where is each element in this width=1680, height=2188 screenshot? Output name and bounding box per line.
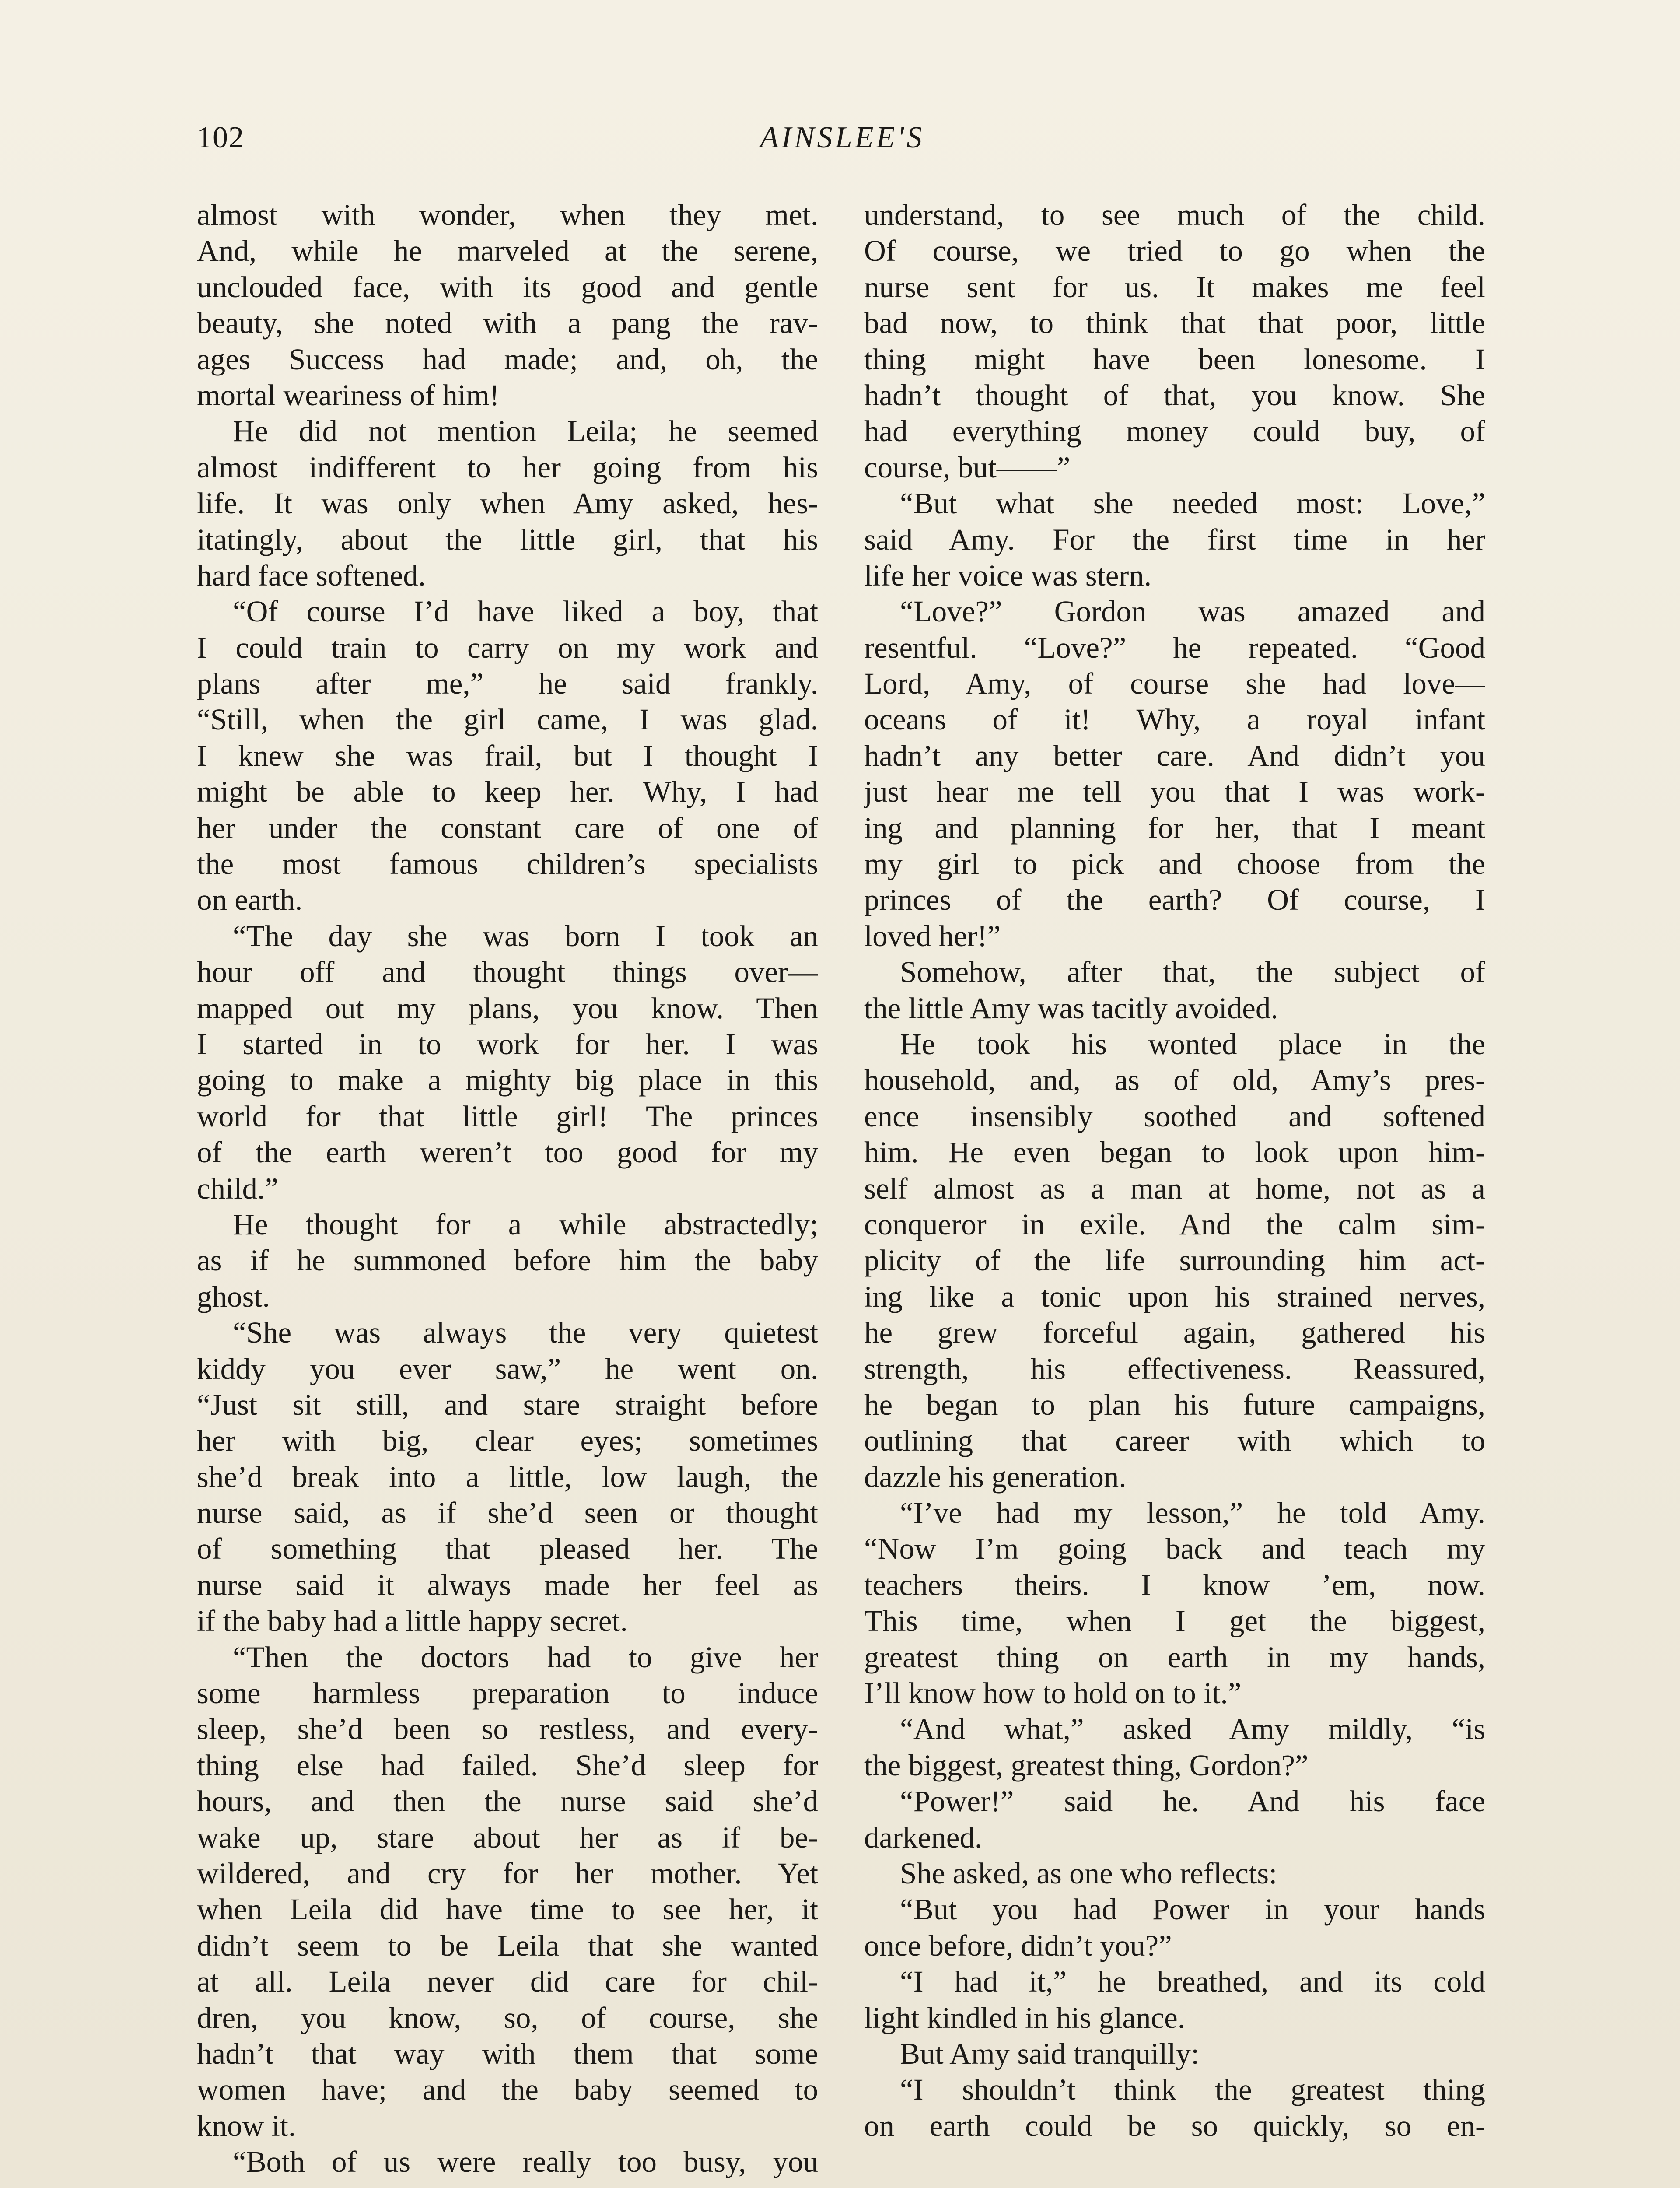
text-line: “The day she was born I took an bbox=[233, 919, 818, 953]
text-line: ghost. bbox=[197, 1280, 270, 1313]
text-line: hour off and thought things over— bbox=[197, 955, 818, 989]
text-line: some harmless preparation to induce bbox=[197, 1676, 818, 1710]
text-line: dazzle his generation. bbox=[864, 1460, 1127, 1494]
text-line: once before, didn’t you?” bbox=[864, 1929, 1172, 1962]
text-line: household, and, as of old, Amy’s pres- bbox=[864, 1063, 1485, 1097]
running-head: AINSLEE'S bbox=[760, 121, 925, 154]
text-line: he began to plan his future campaigns, bbox=[864, 1388, 1485, 1421]
text-line: hard face softened. bbox=[197, 558, 426, 592]
text-line: her with big, clear eyes; sometimes bbox=[197, 1424, 818, 1458]
text-line: wake up, stare about her as if be- bbox=[197, 1820, 818, 1854]
text-line: I started in to work for her. I was bbox=[197, 1027, 818, 1061]
text-line: “She was always the very quietest bbox=[233, 1316, 818, 1350]
page-header bbox=[197, 120, 1488, 168]
text-line: she’d break into a little, low laugh, the bbox=[197, 1460, 818, 1494]
text-line: “But what she needed most: Love,” bbox=[900, 487, 1485, 520]
text-line: “Then the doctors had to give her bbox=[233, 1640, 818, 1674]
text-line: outlining that career with which to bbox=[864, 1424, 1485, 1458]
text-line: “Of course I’d have liked a boy, that bbox=[233, 595, 818, 628]
text-line: And, while he marveled at the serene, bbox=[197, 234, 818, 268]
text-line: conqueror in exile. And the calm sim- bbox=[864, 1207, 1485, 1241]
text-line: “Just sit still, and stare straight before bbox=[197, 1388, 818, 1421]
text-line: sleep, she’d been so restless, and every- bbox=[197, 1712, 818, 1746]
text-line: Somehow, after that, the subject of bbox=[900, 955, 1485, 989]
text-line: “Both of us were really too busy, you bbox=[233, 2145, 818, 2179]
text-line: I knew she was frail, but I thought I bbox=[197, 739, 818, 772]
text-line: had everything money could buy, of bbox=[864, 414, 1485, 448]
text-line: kiddy you ever saw,” he went on. bbox=[197, 1352, 818, 1385]
text-line: the most famous children’s specialists bbox=[197, 847, 818, 881]
page-number: 102 bbox=[197, 121, 244, 154]
text-line: hours, and then the nurse said she’d bbox=[197, 1785, 818, 1818]
text-line: course, but——” bbox=[864, 450, 1071, 484]
text-line: hadn’t any better care. And didn’t you bbox=[864, 739, 1485, 772]
text-line: didn’t seem to be Leila that she wanted bbox=[197, 1929, 818, 1962]
text-line: “Power!” said he. And his face bbox=[900, 1785, 1485, 1818]
text-line: Lord, Amy, of course she had love— bbox=[864, 667, 1485, 701]
text-line: said Amy. For the first time in her bbox=[864, 522, 1485, 556]
text-line: almost indifferent to her going from his bbox=[197, 450, 818, 484]
text-line: mapped out my plans, you know. Then bbox=[197, 991, 818, 1025]
text-line: bad now, to think that that poor, little bbox=[864, 306, 1485, 340]
text-line: She asked, as one who reflects: bbox=[900, 1856, 1278, 1890]
text-line: I could train to carry on my work and bbox=[197, 631, 818, 664]
text-line: oceans of it! Why, a royal infant bbox=[864, 703, 1485, 736]
text-line: my girl to pick and choose from the bbox=[864, 847, 1485, 881]
text-line: itatingly, about the little girl, that his bbox=[197, 522, 818, 556]
text-line: the biggest, greatest thing, Gordon?” bbox=[864, 1748, 1309, 1782]
text-line: “I had it,” he breathed, and its cold bbox=[900, 1965, 1485, 1999]
text-line: I’ll know how to hold on to it.” bbox=[864, 1676, 1242, 1710]
text-line: “I’ve had my lesson,” he told Amy. bbox=[900, 1496, 1485, 1530]
text-line: loved her!” bbox=[864, 919, 1001, 953]
text-line: dren, you know, so, of course, she bbox=[197, 2001, 818, 2034]
text-line: hadn’t that way with them that some bbox=[197, 2037, 818, 2070]
text-line: when Leila did have time to see her, it bbox=[197, 1893, 818, 1926]
text-line: plans after me,” he said frankly. bbox=[197, 667, 818, 701]
text-line: women have; and the baby seemed to bbox=[197, 2073, 818, 2107]
left-column bbox=[197, 197, 818, 2180]
text-line: nurse sent for us. It makes me feel bbox=[864, 270, 1485, 304]
text-line: thing else had failed. She’d sleep for bbox=[197, 1748, 818, 1782]
text-line: on earth could be so quickly, so en- bbox=[864, 2109, 1485, 2142]
text-line: He thought for a while abstractedly; bbox=[233, 1207, 818, 1241]
text-line: the little Amy was tacitly avoided. bbox=[864, 991, 1278, 1025]
text-line: child.” bbox=[197, 1171, 278, 1205]
text-line: at all. Leila never did care for chil- bbox=[197, 1965, 818, 1999]
text-line: nurse said it always made her feel as bbox=[197, 1568, 818, 1602]
text-line: life her voice was stern. bbox=[864, 558, 1152, 592]
text-line: beauty, she noted with a pang the rav- bbox=[197, 306, 818, 340]
text-line: “Now I’m going back and teach my bbox=[864, 1532, 1485, 1566]
text-line: he grew forceful again, gathered his bbox=[864, 1316, 1485, 1350]
text-line: ence insensibly soothed and softened bbox=[864, 1099, 1485, 1133]
text-line: on earth. bbox=[197, 883, 303, 917]
text-line: greatest thing on earth in my hands, bbox=[864, 1640, 1485, 1674]
text-line: He took his wonted place in the bbox=[900, 1027, 1485, 1061]
text-line: But Amy said tranquilly: bbox=[900, 2037, 1200, 2070]
text-line: Of course, we tried to go when the bbox=[864, 234, 1485, 268]
text-line: almost with wonder, when they met. bbox=[197, 198, 818, 231]
text-line: resentful. “Love?” he repeated. “Good bbox=[864, 631, 1485, 664]
text-line: if the baby had a little happy secret. bbox=[197, 1604, 628, 1638]
text-line: of something that pleased her. The bbox=[197, 1532, 818, 1566]
text-line: strength, his effectiveness. Reassured, bbox=[864, 1352, 1485, 1385]
text-line: as if he summoned before him the baby bbox=[197, 1244, 818, 1277]
text-line: him. He even began to look upon him- bbox=[864, 1136, 1485, 1169]
right-column bbox=[864, 197, 1485, 2144]
text-line: He did not mention Leila; he seemed bbox=[233, 414, 818, 448]
text-line: understand, to see much of the child. bbox=[864, 198, 1485, 231]
text-line: hadn’t thought of that, you know. She bbox=[864, 378, 1485, 412]
text-line: going to make a mighty big place in this bbox=[197, 1063, 818, 1097]
text-line: plicity of the life surrounding him act- bbox=[864, 1244, 1485, 1277]
text-line: darkened. bbox=[864, 1820, 983, 1854]
text-line: ing and planning for her, that I meant bbox=[864, 811, 1485, 845]
text-line: “Still, when the girl came, I was glad. bbox=[197, 703, 818, 736]
text-line: This time, when I get the biggest, bbox=[864, 1604, 1485, 1638]
text-line: light kindled in his glance. bbox=[864, 2001, 1185, 2034]
text-line: of the earth weren’t too good for my bbox=[197, 1136, 818, 1169]
text-line: “I shouldn’t think the greatest thing bbox=[900, 2073, 1485, 2107]
text-line: nurse said, as if she’d seen or thought bbox=[197, 1496, 818, 1530]
text-line: wildered, and cry for her mother. Yet bbox=[197, 1856, 818, 1890]
text-line: just hear me tell you that I was work- bbox=[864, 775, 1485, 809]
text-line: “Love?” Gordon was amazed and bbox=[900, 595, 1485, 628]
text-line: life. It was only when Amy asked, hes- bbox=[197, 487, 818, 520]
text-line: self almost as a man at home, not as a bbox=[864, 1171, 1485, 1205]
text-line: might be able to keep her. Why, I had bbox=[197, 775, 818, 809]
text-line: ing like a tonic upon his strained nerves, bbox=[864, 1280, 1485, 1313]
text-line: ages Success had made; and, oh, the bbox=[197, 342, 818, 376]
text-line: “And what,” asked Amy mildly, “is bbox=[900, 1712, 1485, 1746]
text-line: thing might have been lonesome. I bbox=[864, 342, 1485, 376]
text-columns bbox=[197, 197, 1488, 2188]
text-line: mortal weariness of him! bbox=[197, 378, 500, 412]
text-line: her under the constant care of one of bbox=[197, 811, 818, 845]
text-line: princes of the earth? Of course, I bbox=[864, 883, 1485, 917]
text-line: “But you had Power in your hands bbox=[900, 1893, 1485, 1926]
text-line: unclouded face, with its good and gentle bbox=[197, 270, 818, 304]
text-line: teachers theirs. I know ’em, now. bbox=[864, 1568, 1485, 1602]
text-line: world for that little girl! The princes bbox=[197, 1099, 818, 1133]
text-line: know it. bbox=[197, 2109, 296, 2142]
